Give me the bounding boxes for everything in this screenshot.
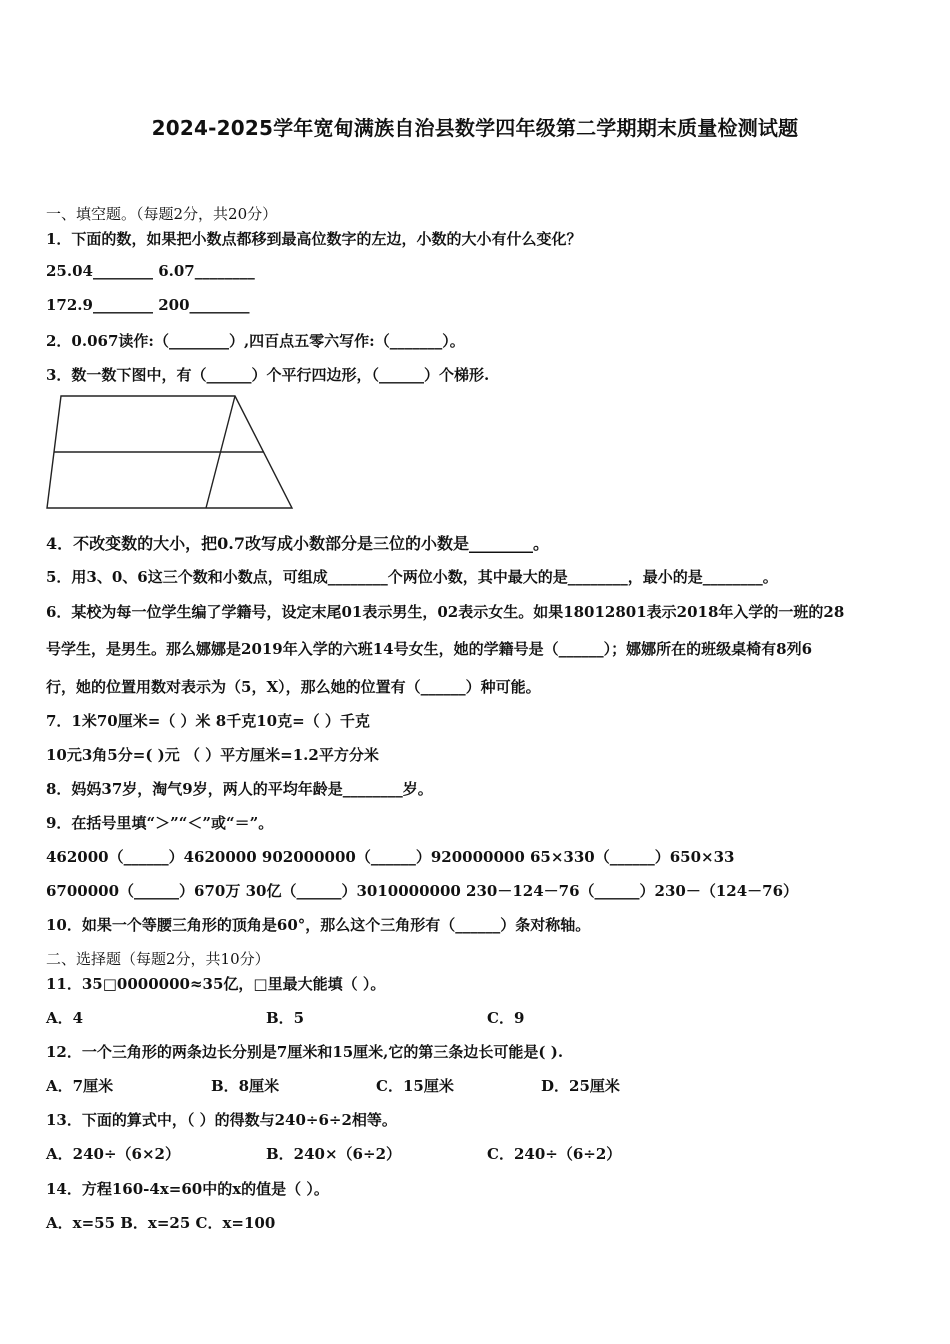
q11-option-b: B．5 (266, 1009, 305, 1027)
question-9: 9．在括号里填“＞”“＜”或“＝”。 (46, 814, 274, 832)
question-5: 5．用3、0、6这三个数和小数点，可组成________个两位小数，其中最大的是________，最小的是________。 (46, 568, 778, 586)
question-12: 12．一个三角形的两条边长分别是7厘米和15厘米,它的第三条边长可能是( ). (46, 1043, 564, 1061)
question-9-row-2: 6700000（______）670万 30亿（______）3010000000 230－124－76（______）230－（124－76） (46, 882, 799, 900)
question-6-line-2: 号学生，是男生。那么娜娜是2019年入学的六班14号女生，她的学籍号是（______）；娜娜所在的班级桌椅有8列6 (46, 640, 813, 658)
question-11: 11．35□0000000≈35亿，□里最大能填（ ）。 (46, 975, 386, 993)
q14-options: A．x=55 B．x=25 C．x=100 (46, 1214, 276, 1232)
question-4: 4．不改变数的大小，把0.7改写成小数部分是三位的小数是________。 (46, 534, 549, 553)
question-8: 8．妈妈37岁，淘气9岁，两人的平均年龄是________岁。 (46, 780, 433, 798)
question-10: 10．如果一个等腰三角形的顶角是60°，那么这个三角形有（______）条对称轴。 (46, 916, 591, 934)
q13-option-a: A．240÷（6×2） (46, 1145, 180, 1163)
question-9-row-1: 462000（______）4620000 902000000（______）920000000 65×330（______）650×33 (46, 848, 735, 866)
section-heading-choice: 二、选择题（每题2分，共10分） (46, 950, 270, 968)
question-1-part-b: 172.9________ 200________ (46, 296, 250, 314)
section-heading-fill-in: 一、填空题。（每题2分，共20分） (46, 205, 278, 223)
q11-option-a: A．4 (46, 1009, 84, 1027)
q12-option-a: A．7厘米 (46, 1077, 114, 1095)
question-7-line-2: 10元3角5分=( )元 （ ）平方厘米=1.2平方分米 (46, 746, 379, 764)
question-14: 14．方程160-4x=60中的x的值是（ ）。 (46, 1180, 329, 1198)
question-6-line-1: 6．某校为每一位学生编了学籍号，设定末尾01表示男生，02表示女生。如果18012801表示2018年入学的一班的28 (46, 603, 845, 621)
q13-option-b: B．240×（6÷2） (266, 1145, 402, 1163)
question-2: 2．0.067读作:（________）,四百点五零六写作:（_______）。 (46, 332, 465, 350)
question-6-line-3: 行，她的位置用数对表示为（5，X），那么她的位置有（______）种可能。 (46, 678, 541, 696)
page-title: 2024-2025学年宽甸满族自治县数学四年级第二学期期末质量检测试题 (151, 116, 799, 140)
question-13: 13．下面的算式中，（ ）的得数与240÷6÷2相等。 (46, 1111, 397, 1129)
question-3: 3．数一数下图中，有（______）个平行四边形，（______）个梯形. (46, 366, 490, 384)
q11-option-c: C．9 (487, 1009, 525, 1027)
q12-option-d: D．25厘米 (541, 1077, 620, 1095)
trapezoid-figure (44, 393, 296, 511)
q12-option-b: B．8厘米 (211, 1077, 280, 1095)
q13-option-c: C．240÷（6÷2） (487, 1145, 622, 1163)
question-1-part-a: 25.04________ 6.07________ (46, 262, 255, 280)
q12-option-c: C．15厘米 (376, 1077, 454, 1095)
question-7-line-1: 7．1米70厘米=（ ）米 8千克10克=（ ）千克 (46, 712, 370, 730)
question-1: 1．下面的数，如果把小数点都移到最高位数字的左边，小数的大小有什么变化？ (46, 230, 582, 248)
